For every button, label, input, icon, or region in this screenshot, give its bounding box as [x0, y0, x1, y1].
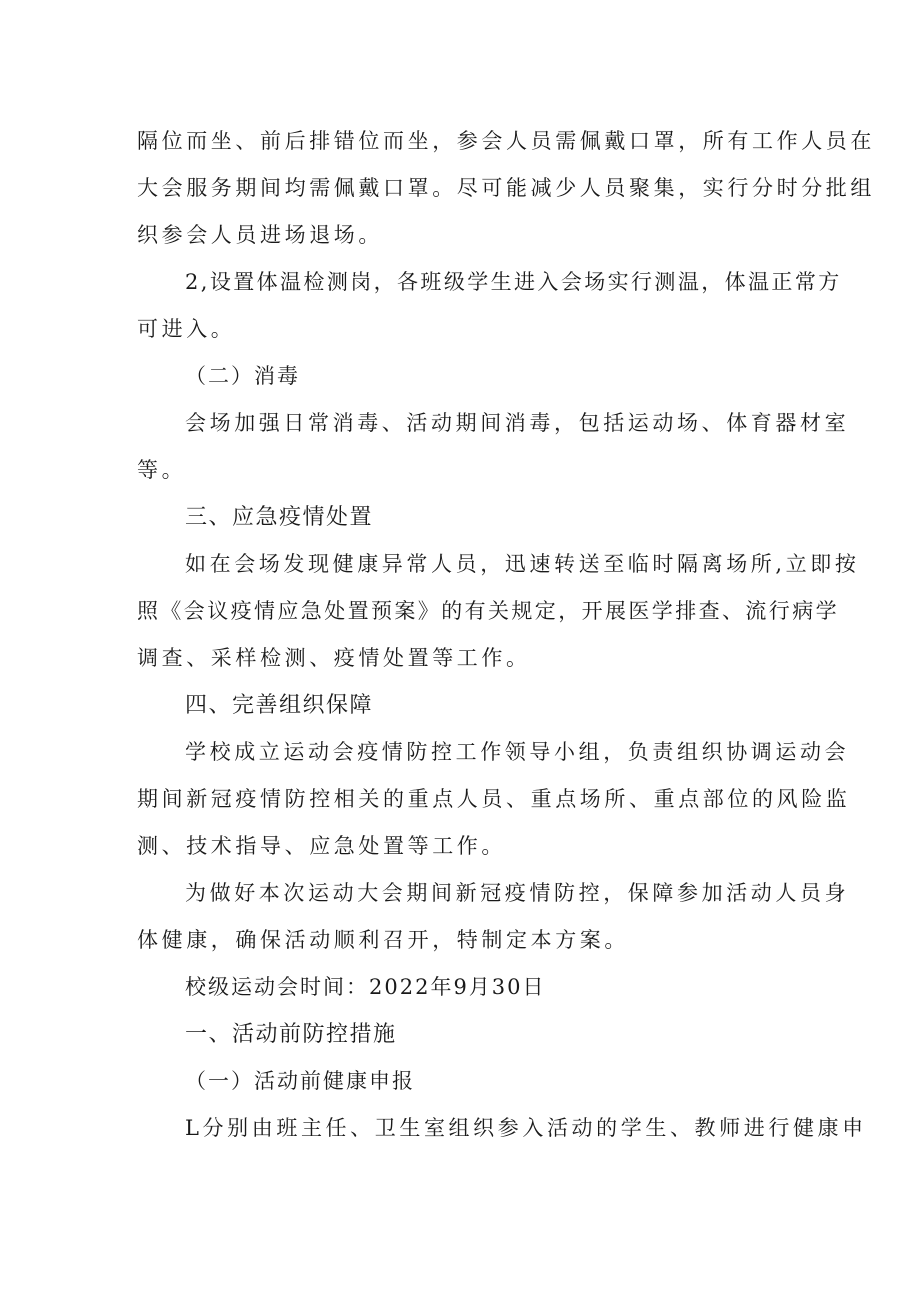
- numbered-item: 2,设置体温检测岗，各班级学生进入会场实行测温，体温正常方: [185, 270, 842, 294]
- body-text-line: 体健康，确保活动顺利召开，特制定本方案。: [137, 928, 629, 952]
- body-text-line: 测、技术指导、应急处置等工作。: [137, 834, 506, 858]
- body-text-line: 会场加强日常消毒、活动期间消毒，包括运动场、体育器材室: [185, 411, 850, 435]
- body-text-line: 隔位而坐、前后排错位而坐，参会人员需佩戴口罩，所有工作人员在: [137, 129, 875, 153]
- body-text-line: 调查、采样检测、疫情处置等工作。: [137, 646, 531, 670]
- body-text-line: L分别由班主任、卫生室组织参入活动的学生、教师进行健康申: [185, 1116, 867, 1140]
- body-text-line: 织参会人员进场退场。: [137, 223, 383, 247]
- body-text-line: 期间新冠疫情防控相关的重点人员、重点场所、重点部位的风险监: [137, 787, 851, 811]
- body-text-line: 可进入。: [137, 317, 236, 341]
- section-heading: 一、活动前防控措施: [185, 1022, 397, 1047]
- section-heading: 四、完善组织保障: [185, 693, 374, 718]
- subsection-title: （二）消毒: [185, 364, 300, 388]
- body-text-line: 为做好本次运动大会期间新冠疫情防控，保障参加活动人员身: [185, 881, 850, 905]
- body-text-line: 学校成立运动会疫情防控工作领导小组，负责组织协调运动会: [185, 740, 850, 764]
- body-text-line: 大会服务期间均需佩戴口罩。尽可能减少人员聚集，实行分时分批组: [137, 176, 875, 200]
- body-text-line: 照《会议疫情应急处置预案》的有关规定，开展医学排查、流行病学: [137, 599, 839, 623]
- subsection-title: （一）活动前健康申报: [185, 1069, 415, 1093]
- body-text-line: 如在会场发现健康异常人员，迅速转送至临时隔离场所,立即按: [185, 552, 860, 576]
- event-date-line: 校级运动会时间：2022年9月30日: [185, 975, 546, 999]
- document-page: [137, 118, 875, 1152]
- body-text-line: 等。: [137, 458, 187, 482]
- section-heading: 三、应急疫情处置: [185, 505, 374, 530]
